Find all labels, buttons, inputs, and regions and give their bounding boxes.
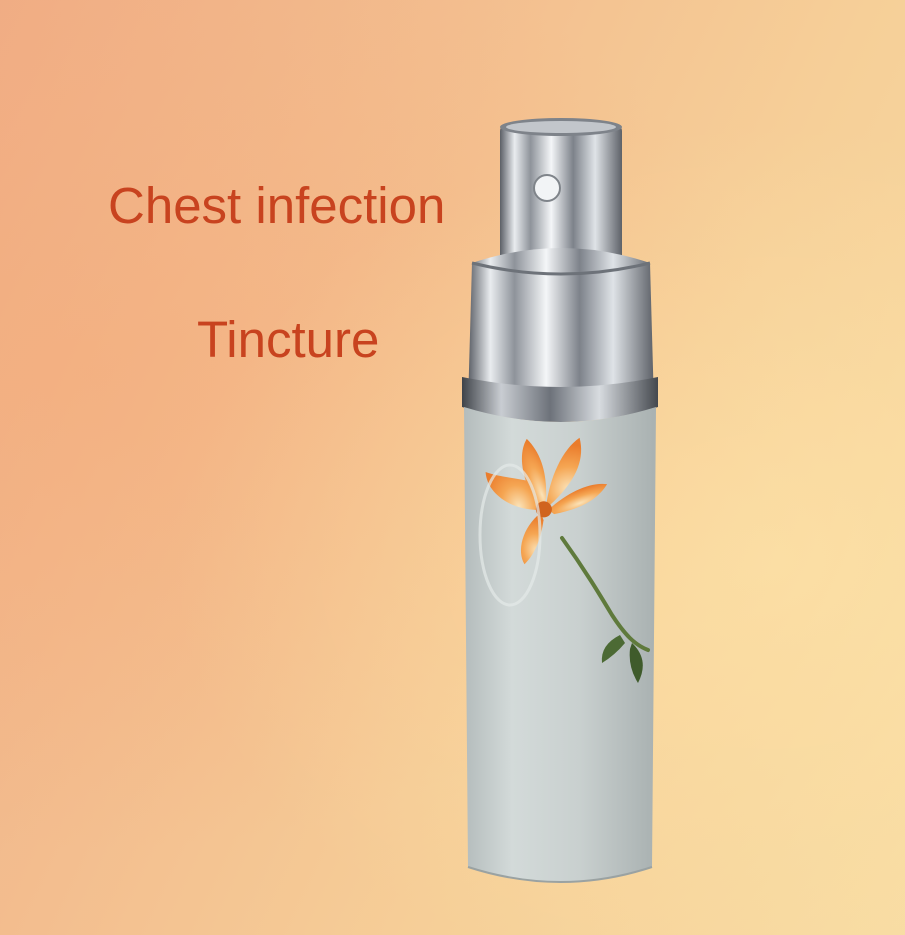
title-text-chest-infection: Chest infection	[108, 177, 446, 234]
nozzle-hole	[534, 175, 560, 201]
spray-bottle-icon	[450, 115, 670, 895]
title-text-tincture: Tincture	[197, 311, 380, 368]
